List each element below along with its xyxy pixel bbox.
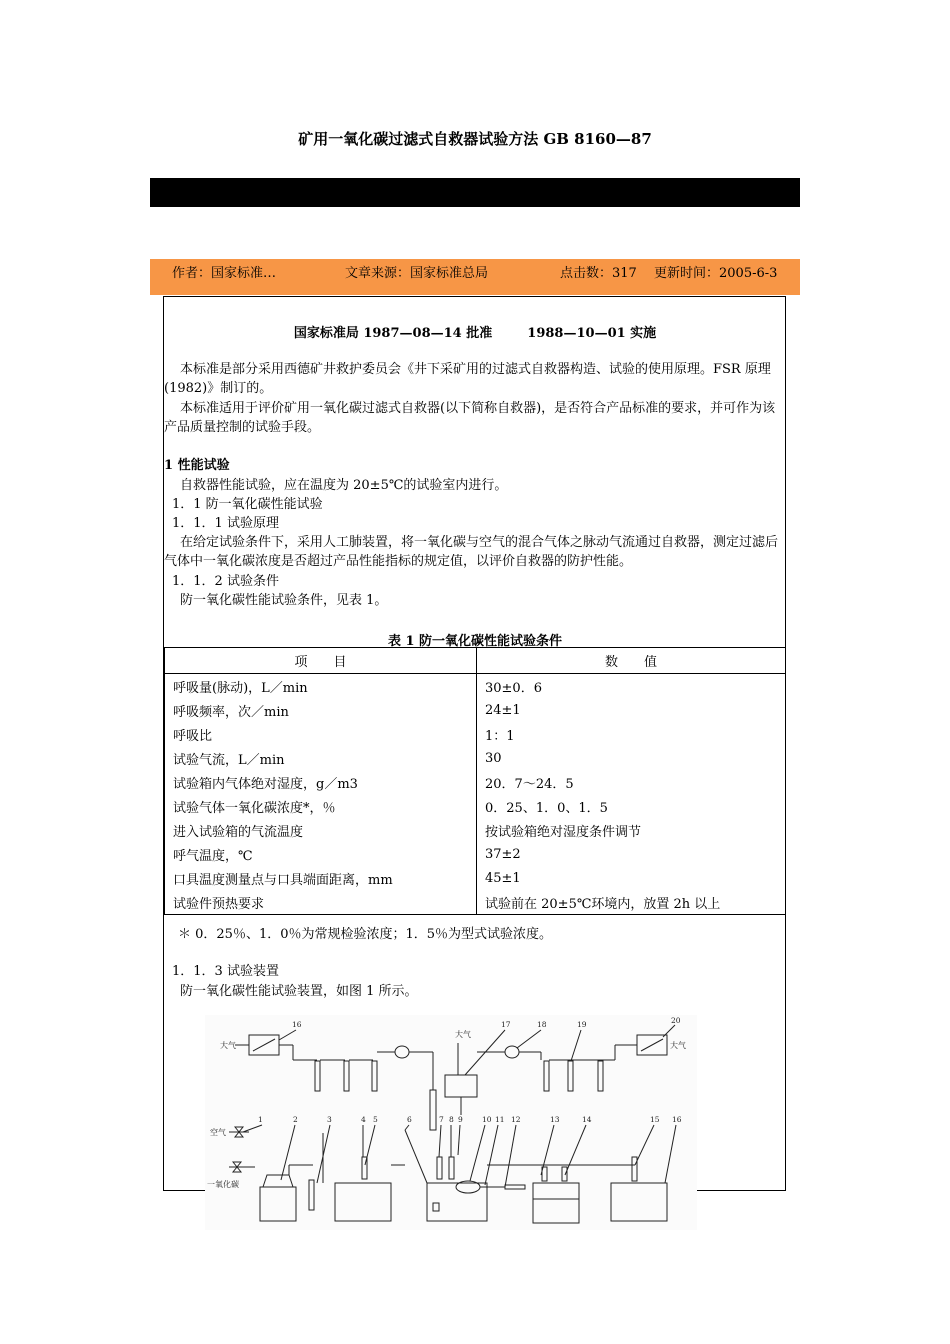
drying-tube	[544, 1061, 549, 1091]
table-cell-value: 37±2	[477, 842, 786, 866]
absorption-tube	[430, 1090, 436, 1130]
table-cell-item: 试验气流，L／min	[165, 746, 477, 770]
callout-number: 9	[458, 1115, 463, 1124]
drying-tube	[315, 1061, 320, 1091]
section-1-heading: 1 性能试验	[164, 458, 230, 473]
flow-tube	[632, 1157, 637, 1181]
table-1-footnote: ＊ 0．25％、1．0％为常规检验浓度；1．5％为型式试验浓度。	[178, 927, 553, 942]
callout-number: 5	[373, 1115, 378, 1124]
table-row	[165, 818, 786, 842]
callout-number: 8	[449, 1115, 454, 1124]
callout-number: 3	[327, 1115, 332, 1124]
label-air-in: 大气	[220, 1041, 236, 1050]
table-header-row	[165, 648, 786, 674]
table-cell-value: 按试验箱绝对湿度条件调节	[477, 818, 786, 842]
callout-number: 2	[293, 1115, 298, 1124]
table-row	[165, 674, 786, 699]
humidifier-bottle	[263, 1175, 293, 1187]
label-co-supply: 一氧化碳	[207, 1180, 239, 1189]
table-cell-item: 试验件预热要求	[165, 890, 477, 915]
drying-tube	[568, 1061, 573, 1091]
meta-author: 作者：国家标准…	[172, 266, 277, 281]
table-header-item: 项 目	[165, 648, 477, 674]
callout-number: 18	[537, 1020, 547, 1029]
table-cell-item: 呼吸频率，次／min	[165, 698, 477, 722]
callout-number: 20	[671, 1016, 681, 1025]
article-meta-bar	[150, 259, 800, 295]
section-1-1-3-text: 防一氧化碳性能试验装置，如图 1 所示。	[180, 984, 418, 999]
header-bar	[150, 178, 800, 207]
callout-number: 17	[501, 1020, 511, 1029]
callout-number: 7	[439, 1115, 444, 1124]
table-1-caption: 表 1 防一氧化碳性能试验条件	[387, 634, 563, 649]
section-1-1-3-heading: 1．1．3 试验装置	[172, 964, 279, 979]
table-row	[165, 890, 786, 915]
callout-number: 14	[582, 1115, 592, 1124]
analyzer-17	[445, 1075, 477, 1097]
approval-line	[164, 322, 786, 341]
table-cell-value: 30±0．6	[477, 674, 786, 699]
table-cell-value: 试验前在 20±5℃环境内，放置 2h 以上	[477, 890, 786, 915]
intro-paragraph-2: 本标准适用于评价矿用一氧化碳过滤式自救器(以下简称自救器)，是否符合产品标准的要求，并可作为该产品质量控制的试验手段。	[164, 401, 776, 435]
callout-number: 15	[650, 1115, 660, 1124]
thermometer	[562, 1167, 567, 1181]
implementation-date: 1988—10—01 实施	[527, 326, 657, 341]
meta-updated: 更新时间：2005-6-3	[654, 266, 778, 281]
callout-number: 12	[511, 1115, 521, 1124]
drying-tube	[598, 1061, 603, 1091]
section-1-1-heading: 1．1 防一氧化碳性能试验	[172, 497, 323, 512]
callout-number: 13	[550, 1115, 560, 1124]
apparatus-diagram-svg	[205, 1015, 697, 1230]
table-cell-item: 呼吸比	[165, 722, 477, 746]
table-row	[165, 722, 786, 746]
callout-number: 16	[292, 1020, 302, 1029]
table-row	[165, 698, 786, 722]
table-cell-value: 1：1	[477, 722, 786, 746]
section-1-1-1-heading: 1．1．1 试验原理	[172, 516, 279, 531]
approval-date: 国家标准局 1987—08—14 批准	[293, 326, 493, 341]
label-air-out: 大气	[670, 1041, 686, 1050]
water-bath-base	[533, 1199, 579, 1223]
table-cell-value: 24±1	[477, 698, 786, 722]
section-1-text: 自救器性能试验，应在温度为 20±5℃的试验室内进行。	[180, 478, 508, 493]
co-analyzer	[611, 1183, 667, 1221]
callout-number: 6	[407, 1115, 412, 1124]
table-row	[165, 866, 786, 890]
table-row	[165, 746, 786, 770]
label-air-supply: 空气	[210, 1128, 226, 1137]
pump	[395, 1046, 409, 1058]
table-1	[164, 647, 786, 915]
table-cell-item: 进入试验箱的气流温度	[165, 818, 477, 842]
flow-tube	[309, 1180, 314, 1210]
callout-number: 4	[361, 1115, 366, 1124]
thermometer	[449, 1157, 454, 1179]
humidifier	[260, 1187, 296, 1221]
thermometer	[437, 1157, 442, 1179]
table-cell-item: 试验箱内气体绝对湿度，g／m3	[165, 770, 477, 794]
connector	[505, 1185, 525, 1189]
table-cell-value: 45±1	[477, 866, 786, 890]
intro-paragraph-1: 本标准是部分采用西德矿井救护委员会《井下采矿用的过滤式自救器构造、试验的使用原理。FSR 原理(1982)》制订的。	[164, 362, 771, 396]
table-row	[165, 770, 786, 794]
table-cell-item: 呼气温度，℃	[165, 842, 477, 866]
meta-clicks: 点击数：317	[560, 266, 637, 281]
table-cell-item: 试验气体一氧化碳浓度*，％	[165, 794, 477, 818]
callout-number: 10	[482, 1115, 492, 1124]
section-1-1-2-text: 防一氧化碳性能试验条件，见表 1。	[180, 593, 388, 608]
table-header-value: 数 值	[477, 648, 786, 674]
callout-number: 16	[672, 1115, 682, 1124]
table-cell-item: 呼吸量(脉动)，L／min	[165, 674, 477, 699]
table-cell-value: 0．25、1．0、1．5	[477, 794, 786, 818]
section-1-1-1-text: 在给定试验条件下，采用人工肺装置，将一氧化碳与空气的混合气体之脉动气流通过自救器，测定过滤后气体中一氧化碳浓度是否超过产品性能指标的规定值，以评价自救器的防护性能。	[164, 535, 779, 569]
callout-number: 19	[577, 1020, 587, 1029]
water-bath	[533, 1183, 579, 1199]
mixing-box	[335, 1183, 391, 1221]
section-1-1-2-heading: 1．1．2 试验条件	[172, 574, 279, 589]
table-row	[165, 842, 786, 866]
table-cell-item: 口具温度测量点与口具端面距离，mm	[165, 866, 477, 890]
table-cell-value: 20．7～24．5	[477, 770, 786, 794]
table-row	[165, 794, 786, 818]
callout-number: 11	[495, 1115, 505, 1124]
drying-tube	[372, 1061, 377, 1091]
sensor	[433, 1203, 439, 1211]
drying-tube	[344, 1061, 349, 1091]
table-cell-value: 30	[477, 746, 786, 770]
callout-number: 1	[258, 1115, 263, 1124]
figure-1-apparatus-diagram	[205, 1015, 697, 1230]
label-air-top: 大气	[455, 1030, 471, 1039]
document-title: 矿用一氧化碳过滤式自救器试验方法 GB 8160—87	[298, 130, 652, 148]
meta-source: 文章来源：国家标准总局	[345, 266, 489, 281]
